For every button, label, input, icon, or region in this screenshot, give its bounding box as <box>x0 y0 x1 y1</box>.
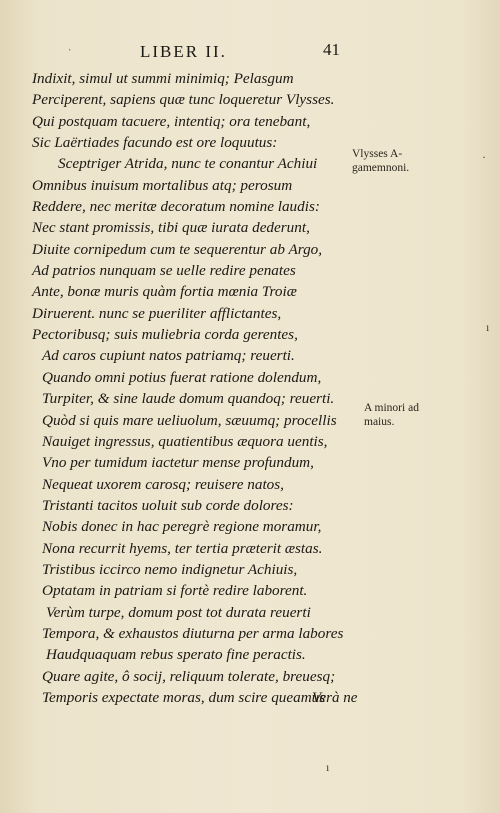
verse-line: Verùm turpe, domum post tot durata reuerti <box>46 603 311 621</box>
verse-line: Pectoribusq; suis muliebria corda gerentes, <box>32 326 298 344</box>
marginal-note <box>352 147 409 175</box>
verse-line: Qui postquam tacuere, intentiq; ora tenebant, <box>32 112 311 130</box>
verse-line: Ad patrios nunquam se uelle redire penates <box>32 262 296 280</box>
running-head: LIBER II. <box>140 42 227 61</box>
folio-number: 41 <box>323 40 340 59</box>
verse-line: Nauiget ingressus, quatientibus æquora uentis, <box>42 432 328 450</box>
verse-line: Indixit, simul ut summi minimiq; Pelasgum <box>32 70 294 87</box>
verse-block <box>32 68 362 708</box>
verse-line: Reddere, nec meritæ decoratum nomine laudis: <box>32 198 320 216</box>
verse-line: Nobis donec in hac peregrè regione moramur, <box>42 518 322 536</box>
show-through-mark: ı <box>326 760 330 774</box>
verse-line: Haudquaquam rebus sperato fine peractis. <box>46 646 306 664</box>
verse-line: Tempora, & exhaustos diuturna per arma labores <box>42 624 344 642</box>
verse-line: Sceptriger Atrida, nunc te conantur Achiui <box>58 155 318 173</box>
marginal-note <box>364 401 419 429</box>
verse-line: Optatam in patriam si fortè redire laborent. <box>42 582 308 600</box>
verse-line: Perciperent, sapiens quæ tunc loqueretur Vlysses. <box>32 91 335 109</box>
verse-line: Turpiter, & sine laude domum quandoq; reuerti. <box>42 390 335 408</box>
verse-line: Nec stant promissis, tibi quæ iurata dederunt, <box>32 219 310 237</box>
marginal-note-line: Vlysses A- <box>352 148 403 160</box>
verse-line: Sic Laërtiades facundo est ore loquutus: <box>32 134 278 152</box>
verse-line: Temporis expectate moras, dum scire queamus <box>42 688 326 706</box>
verse-line: Nona recurrit hyems, ter tertia præterit æstas. <box>42 539 323 557</box>
catchword: Verà ne <box>312 690 358 706</box>
verse-line: Quare agite, ô socij, reliquum tolerate, breuesq; <box>42 667 336 685</box>
marginal-note-line: maius. <box>364 416 395 428</box>
verse-line: Quando omni potius fuerat ratione dolendum, <box>42 368 322 386</box>
verse-line: Diruerent. nunc se pueriliter afflictantes, <box>32 304 282 322</box>
verse-line: Nequeat uxorem carosq; reuisere natos, <box>42 475 284 493</box>
show-through-mark: · <box>482 150 486 164</box>
verse-line: Tristanti tacitos uoluit sub corde dolores: <box>42 496 294 514</box>
verse-line: Quòd si quis mare ueliuolum, sæuumq; procellis <box>42 411 337 429</box>
verse-line: Tristibus iccirco nemo indignetur Achiuis, <box>42 560 298 578</box>
verse-line: Vno per tumidum iactetur mense profundum, <box>42 454 314 472</box>
verse-line: Ad caros cupiunt natos patriamq; reuerti. <box>42 347 295 365</box>
verse-line: Omnibus inuisum mortalibus atq; perosum <box>32 176 293 194</box>
show-through-mark: ı <box>486 320 490 334</box>
verse-line: Ante, bonæ muris quàm fortia mœnia Troiæ <box>32 283 297 301</box>
verse-line: Diuite cornipedum cum te sequerentur ab Argo, <box>32 240 323 258</box>
marginal-note-line: A minori ad <box>364 402 419 414</box>
margin-mark: ˈ <box>68 47 72 59</box>
marginal-note-line: gamemnoni. <box>352 162 410 174</box>
